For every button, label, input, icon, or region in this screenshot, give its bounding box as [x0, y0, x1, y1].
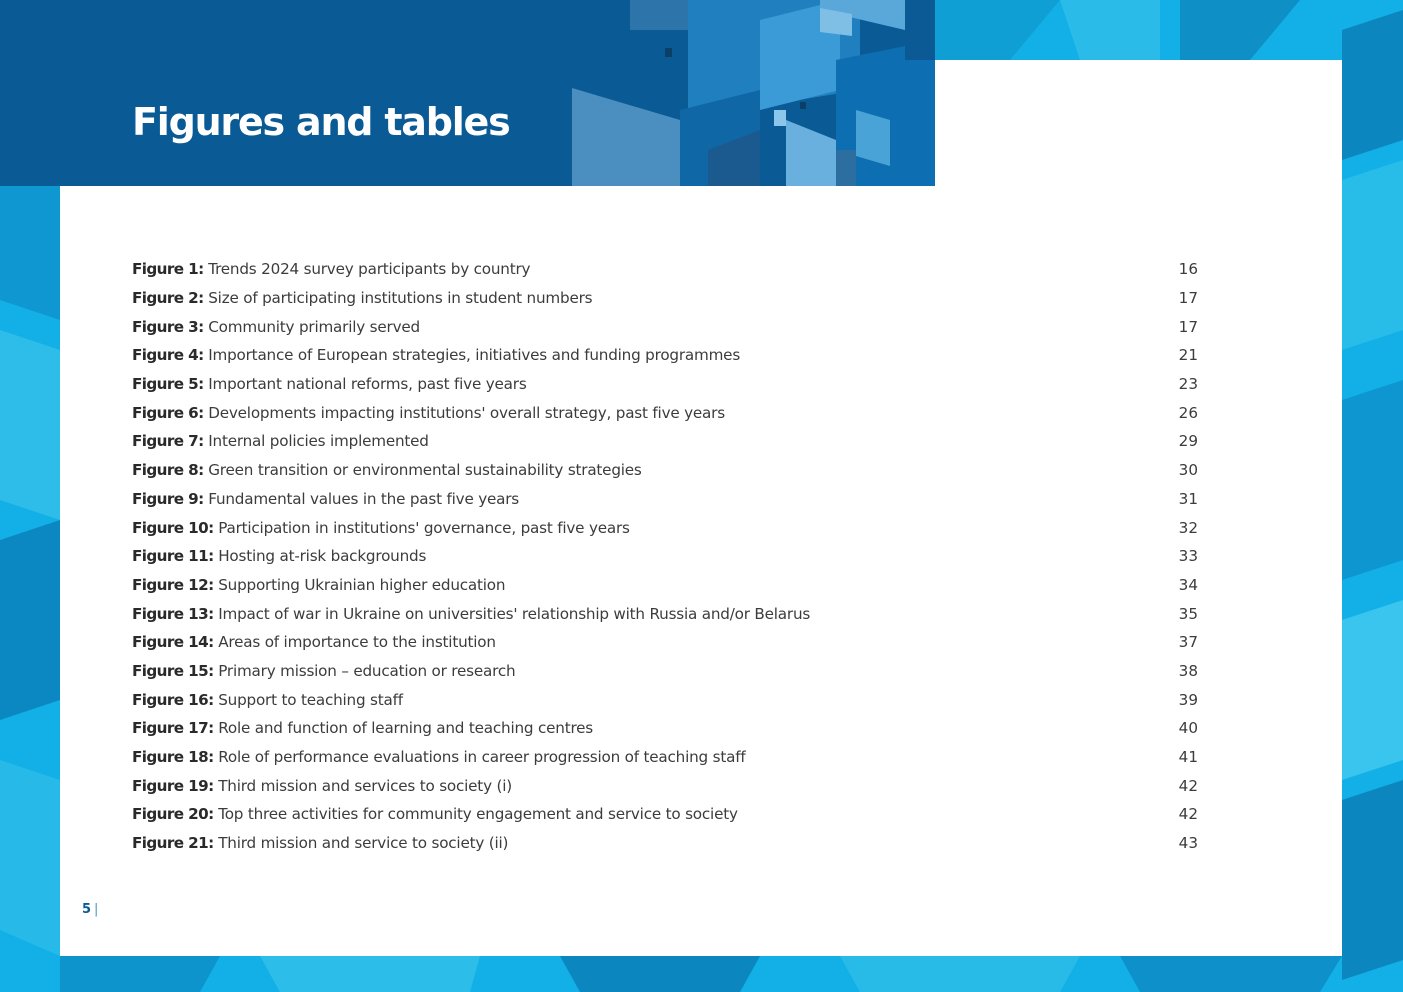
page-separator: | [94, 902, 99, 917]
figure-label: Figure 17: [132, 719, 214, 738]
figure-entry[interactable] [132, 284, 1198, 313]
figure-page-number: 35 [1178, 604, 1198, 623]
figure-label: Figure 19: [132, 776, 214, 795]
figure-entry-text [132, 777, 512, 795]
figure-title: Participation in institutions' governance, past five years [218, 518, 630, 537]
figure-title: Role and function of learning and teaching centres [218, 719, 594, 738]
figure-label: Figure 13: [132, 604, 214, 623]
figure-entry[interactable] [132, 714, 1198, 743]
figure-label: Figure 8: [132, 461, 204, 480]
figure-title: Important national reforms, past five years [208, 375, 527, 394]
figure-title: Trends 2024 survey participants by country [208, 260, 531, 279]
figure-label: Figure 3: [132, 317, 204, 336]
figure-entry-text [132, 432, 429, 450]
figure-entry-text [132, 576, 505, 594]
figure-page-number: 21 [1178, 346, 1198, 365]
figure-label: Figure 6: [132, 403, 204, 422]
figure-page-number: 39 [1178, 690, 1198, 709]
figure-label: Figure 20: [132, 805, 214, 824]
figure-title: Primary mission – education or research [218, 661, 516, 680]
figure-entry-text [132, 691, 403, 709]
figure-entry-text [132, 490, 519, 508]
figure-page-number: 33 [1178, 547, 1198, 566]
figure-entry[interactable] [132, 599, 1198, 628]
figure-entry-text [132, 461, 642, 479]
figure-title: Impact of war in Ukraine on universities' relationship with Russia and/or Belarus [218, 604, 811, 623]
figure-entry[interactable] [132, 370, 1198, 399]
figure-label: Figure 2: [132, 289, 204, 308]
figure-entry-text [132, 719, 593, 737]
figure-label: Figure 12: [132, 575, 214, 594]
figure-label: Figure 7: [132, 432, 204, 451]
figure-entry-text [132, 519, 630, 537]
page-title: Figures and tables [132, 100, 510, 144]
figure-page-number: 32 [1178, 518, 1198, 537]
figure-entry[interactable] [132, 341, 1198, 370]
figure-label: Figure 10: [132, 518, 214, 537]
figure-page-number: 26 [1178, 403, 1198, 422]
figure-page-number: 23 [1178, 375, 1198, 394]
figure-title: Support to teaching staff [218, 690, 403, 709]
figure-label: Figure 1: [132, 260, 204, 279]
figure-entry[interactable] [132, 657, 1198, 686]
figure-title: Developments impacting institutions' overall strategy, past five years [208, 403, 725, 422]
figure-title: Fundamental values in the past five years [208, 489, 520, 508]
figure-page-number: 16 [1178, 260, 1198, 279]
figure-page-number: 42 [1178, 776, 1198, 795]
figure-entry-text [132, 748, 746, 766]
figure-label: Figure 5: [132, 375, 204, 394]
figure-title: Hosting at-risk backgrounds [218, 547, 427, 566]
figure-entry[interactable] [132, 685, 1198, 714]
figure-page-number: 38 [1178, 661, 1198, 680]
figure-label: Figure 9: [132, 489, 204, 508]
figure-entry[interactable] [132, 456, 1198, 485]
figure-title: Top three activities for community engagement and service to society [218, 805, 738, 824]
figure-entry[interactable] [132, 628, 1198, 657]
figure-entry-text [132, 805, 738, 823]
figure-entry[interactable] [132, 771, 1198, 800]
figure-page-number: 31 [1178, 489, 1198, 508]
figure-page-number: 17 [1178, 289, 1198, 308]
figure-entry-text [132, 834, 508, 852]
figure-entry[interactable] [132, 255, 1198, 284]
figure-entry[interactable] [132, 571, 1198, 600]
figure-page-number: 43 [1178, 834, 1198, 853]
figure-title: Green transition or environmental sustainability strategies [208, 461, 642, 480]
figure-title: Size of participating institutions in student numbers [208, 289, 593, 308]
figure-title: Supporting Ukrainian higher education [218, 575, 506, 594]
figure-page-number: 17 [1178, 317, 1198, 336]
figure-label: Figure 21: [132, 834, 214, 853]
figure-title: Areas of importance to the institution [218, 633, 496, 652]
figure-page-number: 41 [1178, 748, 1198, 767]
figure-entry-text [132, 375, 527, 393]
header-decor [0, 0, 935, 186]
figure-label: Figure 11: [132, 547, 214, 566]
figure-entry[interactable] [132, 513, 1198, 542]
figure-title: Community primarily served [208, 317, 420, 336]
page-number: 5 [82, 902, 92, 917]
figure-title: Internal policies implemented [208, 432, 429, 451]
figure-title: Role of performance evaluations in career progression of teaching staff [218, 748, 746, 767]
figure-entry[interactable] [132, 485, 1198, 514]
figure-page-number: 34 [1178, 575, 1198, 594]
figure-entry[interactable] [132, 427, 1198, 456]
figure-title: Third mission and service to society (ii) [218, 834, 509, 853]
header-band [0, 0, 935, 186]
figure-page-number: 29 [1178, 432, 1198, 451]
figure-entry-text [132, 346, 740, 364]
figure-entry[interactable] [132, 800, 1198, 829]
figure-label: Figure 14: [132, 633, 214, 652]
figure-entry-text [132, 289, 592, 307]
figure-list [132, 255, 1198, 857]
figure-page-number: 42 [1178, 805, 1198, 824]
figure-entry[interactable] [132, 743, 1198, 772]
figure-label: Figure 16: [132, 690, 214, 709]
figure-entry-text [132, 318, 420, 336]
figure-entry[interactable] [132, 312, 1198, 341]
figure-label: Figure 4: [132, 346, 204, 365]
figure-entry[interactable] [132, 829, 1198, 858]
figure-entry-text [132, 605, 810, 623]
figure-entry[interactable] [132, 542, 1198, 571]
figure-page-number: 37 [1178, 633, 1198, 652]
page-footer [82, 902, 98, 917]
figure-page-number: 40 [1178, 719, 1198, 738]
figure-label: Figure 15: [132, 661, 214, 680]
figure-title: Third mission and services to society (i) [218, 776, 512, 795]
figure-entry-text [132, 633, 496, 651]
figure-entry-text [132, 260, 530, 278]
figure-entry[interactable] [132, 398, 1198, 427]
figure-entry-text [132, 404, 725, 422]
figure-title: Importance of European strategies, initiatives and funding programmes [208, 346, 741, 365]
figure-entry-text [132, 547, 426, 565]
figure-label: Figure 18: [132, 748, 214, 767]
figure-page-number: 30 [1178, 461, 1198, 480]
figure-entry-text [132, 662, 515, 680]
